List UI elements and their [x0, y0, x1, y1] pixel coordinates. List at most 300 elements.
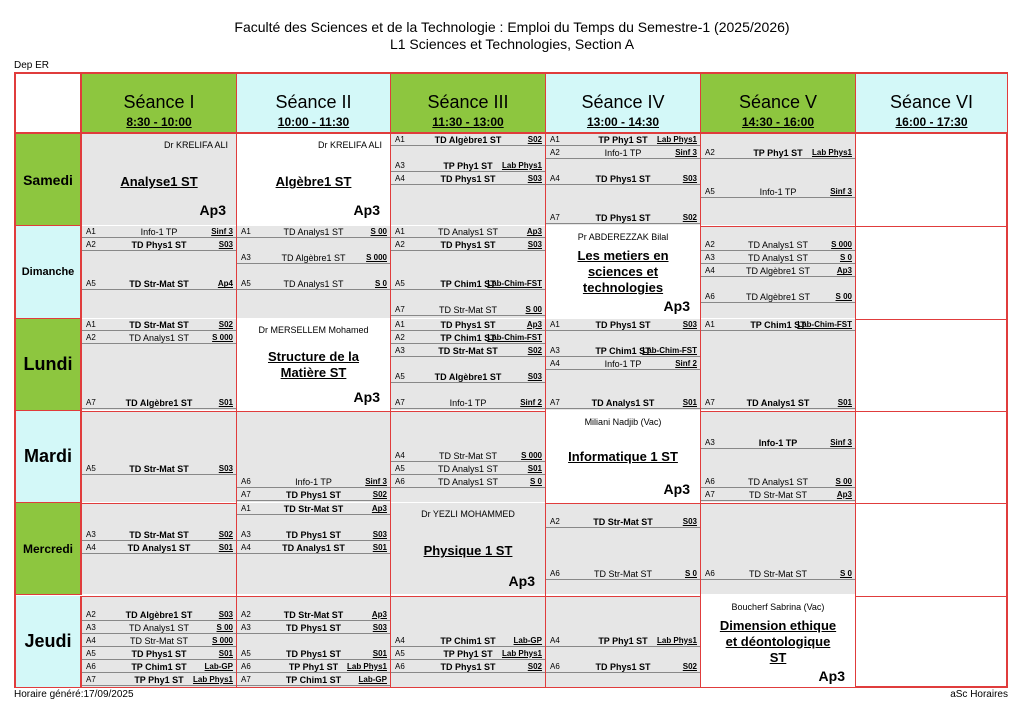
td-entry: [391, 371, 545, 383]
group-label: A5: [86, 463, 96, 473]
td-entry: [391, 661, 545, 673]
subject-label: TP Phy1 ST: [753, 148, 803, 158]
group-label: A3: [241, 530, 251, 540]
department-label: Dep ER: [14, 60, 50, 71]
room-label: Lab Phys1: [811, 148, 852, 157]
teacher-name: Dr KRELIFA ALI: [317, 140, 382, 150]
room-label: S 00: [835, 292, 852, 302]
td-entry: [391, 134, 545, 146]
day-label: Mardi: [16, 411, 82, 503]
lecture-subject: et déontologique: [725, 633, 831, 649]
group-label: A2: [550, 517, 560, 527]
td-entry: [237, 609, 390, 621]
subject-label: TD Analys1 ST: [747, 240, 809, 251]
td-entry: [701, 147, 855, 159]
group-label: A5: [395, 648, 405, 658]
teacher-name: Dr MERSELLEM Mohamed: [258, 324, 369, 335]
group-label: A2: [395, 240, 405, 250]
subject-label: TD Phys1 ST: [595, 319, 651, 330]
group-label: A4: [241, 543, 251, 553]
td-entry: [82, 661, 236, 673]
room-label: S 0: [529, 476, 542, 486]
group-label: A6: [395, 661, 405, 671]
room-label: S01: [837, 397, 852, 407]
group-label: A4: [550, 174, 560, 183]
room-label: S03: [527, 240, 542, 250]
td-entry: [82, 397, 236, 409]
subject-label: Info-1 TP: [604, 358, 642, 369]
td-entry: [237, 542, 390, 554]
subject-label: TD Phys1 ST: [440, 319, 496, 330]
room-label: Ap3: [836, 489, 852, 499]
td-entry: [546, 516, 700, 528]
session-header: [856, 74, 1008, 134]
lecture-subject: Algèbre1 ST: [275, 174, 352, 189]
teacher-name: Dr YEZLI MOHAMMED: [421, 509, 515, 520]
td-entry: [701, 437, 855, 449]
td-entry: [82, 542, 236, 554]
session-header: [701, 74, 856, 134]
timetable-grid: [14, 72, 1008, 688]
td-entry: [237, 489, 390, 501]
group-label: A5: [86, 279, 96, 289]
group-label: A3: [86, 530, 96, 540]
td-entry: [391, 304, 545, 316]
room-label: S01: [527, 463, 542, 473]
group-label: A5: [395, 463, 405, 473]
generated-date: Horaire généré:17/09/2025: [14, 689, 134, 700]
room-label: S02: [218, 319, 233, 329]
subject-label: Info-1 TP: [449, 397, 487, 408]
room-label: Sinf 3: [211, 227, 233, 237]
session-time: 10:00 - 11:30: [277, 115, 350, 129]
subject-label: TP Chim1 ST: [595, 345, 651, 356]
lecture-subject: Structure de la: [267, 348, 360, 364]
room-label: Ap3: [836, 266, 852, 276]
subject-label: TP Chim1 ST: [440, 279, 496, 290]
teacher-name: Pr ABDEREZZAK Bilal: [577, 232, 669, 243]
group-label: A2: [86, 240, 96, 250]
group-label: A7: [241, 489, 251, 499]
room-label: S 000: [212, 332, 233, 342]
subject-label: Info-1 TP: [604, 148, 642, 158]
lecture-room: Ap3: [663, 298, 690, 315]
group-label: A2: [705, 240, 715, 250]
group-label: A4: [550, 635, 560, 645]
room-label: Ap3: [526, 319, 542, 329]
td-entry: [546, 397, 700, 409]
room-label: Lab Phys1: [501, 648, 542, 658]
td-entry: [391, 635, 545, 647]
td-entry: [701, 319, 855, 331]
group-label: A1: [550, 135, 560, 144]
group-label: A7: [395, 305, 405, 315]
session-time: 13:00 - 14:30: [586, 115, 660, 129]
lecture-subject: technologies: [582, 280, 664, 296]
td-entry: [391, 160, 545, 172]
group-label: A7: [705, 397, 715, 407]
lecture-subject: Les metiers en: [577, 248, 669, 264]
td-entry: [82, 674, 236, 686]
room-label: S 000: [521, 450, 542, 460]
room-label: S03: [218, 609, 233, 619]
group-label: A3: [86, 622, 96, 632]
subject-label: TD Phys1 ST: [285, 648, 341, 659]
subject-label: TP Phy1 ST: [134, 674, 184, 685]
td-entry: [82, 332, 236, 344]
subject-label: TD Analys1 ST: [127, 543, 191, 554]
session-header: [82, 74, 237, 134]
td-entry: [701, 476, 855, 488]
td-entry: [546, 134, 700, 146]
td-entry: [391, 226, 545, 238]
subject-label: TD Algèbre1 ST: [281, 253, 346, 264]
group-label: A5: [395, 371, 405, 381]
room-label: S 00: [525, 305, 542, 315]
room-label: Sinf 3: [830, 437, 852, 447]
room-label: S01: [372, 648, 387, 658]
session-time: 14:30 - 16:00: [741, 115, 815, 129]
subject-label: TD Phys1 ST: [440, 661, 496, 672]
subject-label: TP Chim1 ST: [440, 332, 496, 343]
td-entry: [391, 463, 545, 475]
td-entry: [237, 529, 390, 541]
session-time: 16:00 - 17:30: [895, 115, 968, 129]
room-label: Ap3: [371, 504, 387, 514]
td-entry: [237, 252, 390, 264]
room-label: Lab-GP: [204, 661, 233, 671]
group-label: A4: [550, 358, 560, 368]
td-entry: [701, 265, 855, 277]
group-label: A2: [705, 148, 715, 157]
lecture-subject: Analyse1 ST: [120, 174, 198, 189]
session-block: [82, 411, 236, 502]
td-entry: [701, 186, 855, 198]
lecture-room: Ap3: [353, 388, 380, 405]
page-subtitle: L1 Sciences et Technologies, Section A: [389, 36, 635, 52]
subject-label: TD Str-Mat ST: [593, 517, 653, 528]
group-label: A5: [705, 187, 715, 196]
td-entry: [82, 278, 236, 290]
td-entry: [701, 568, 855, 580]
session-header: [237, 74, 391, 134]
group-label: A6: [705, 292, 715, 302]
td-entry: [701, 397, 855, 409]
lecture-room: Ap3: [663, 480, 690, 497]
day-label: Jeudi: [16, 596, 82, 688]
lecture-subject: Informatique 1 ST: [568, 448, 678, 464]
subject-label: TD Phys1 ST: [285, 530, 341, 541]
lecture-subject: ST: [769, 649, 787, 665]
subject-label: TD Str-Mat ST: [438, 345, 498, 356]
room-label: Ap3: [371, 609, 387, 619]
group-label: A4: [86, 635, 96, 645]
group-label: A6: [395, 476, 405, 486]
room-label: Lab Phys1: [192, 674, 233, 684]
group-label: A6: [705, 569, 715, 579]
group-label: A4: [705, 266, 715, 276]
subject-label: TD Str-Mat ST: [594, 569, 652, 580]
subject-label: TP Chim1 ST: [750, 319, 806, 330]
room-label: S 0: [839, 253, 852, 263]
room-label: Sinf 2: [520, 397, 542, 407]
room-label: Sinf 3: [365, 476, 387, 486]
room-label: S02: [527, 661, 542, 671]
td-entry: [82, 622, 236, 634]
td-entry: [82, 226, 236, 238]
subject-label: TD Str-Mat ST: [749, 569, 807, 580]
lecture-room: Ap3: [508, 573, 535, 590]
subject-label: TD Algèbre1 ST: [434, 135, 502, 145]
lecture-block: [82, 134, 236, 225]
room-label: Lab-Chim-FST: [487, 332, 542, 342]
group-label: A3: [241, 253, 251, 263]
room-label: S01: [682, 397, 697, 407]
room-label: S01: [218, 543, 233, 553]
group-label: A1: [395, 319, 405, 329]
subject-label: TD Algèbre1 ST: [125, 397, 193, 408]
room-label: Lab-GP: [358, 674, 387, 684]
session-block: [237, 226, 390, 317]
group-label: A3: [550, 345, 560, 355]
group-label: A7: [550, 397, 560, 407]
group-label: A1: [241, 504, 251, 514]
room-label: Ap4: [217, 279, 233, 289]
subject-label: TD Str-Mat ST: [129, 463, 189, 474]
room-label: S 000: [366, 253, 387, 263]
group-label: A2: [86, 332, 96, 342]
session-name: Séance IV: [581, 92, 665, 112]
td-entry: [237, 226, 390, 238]
td-entry: [546, 358, 700, 370]
subject-label: TD Analys1 ST: [282, 543, 345, 554]
room-label: S01: [218, 397, 233, 407]
group-label: A3: [241, 622, 251, 632]
room-label: Sinf 3: [830, 187, 852, 196]
room-label: S 0: [374, 279, 387, 289]
subject-label: Info-1 TP: [295, 476, 332, 487]
room-label: S03: [682, 517, 697, 527]
group-label: A6: [86, 661, 96, 671]
room-label: Lab-Chim-FST: [642, 345, 697, 355]
group-label: A7: [395, 397, 405, 407]
room-label: S03: [372, 530, 387, 540]
td-entry: [82, 648, 236, 660]
subject-label: TD Analys1 ST: [437, 227, 499, 238]
lecture-block: [237, 319, 390, 410]
corner-cell: [16, 74, 82, 134]
room-label: S03: [682, 174, 697, 183]
group-label: A3: [705, 253, 715, 263]
row-divider: [82, 596, 1006, 597]
subject-label: TP Phy1 ST: [598, 135, 648, 145]
row-divider: [82, 411, 1006, 412]
room-label: Lab-GP: [513, 635, 542, 645]
subject-label: TD Analys1 ST: [747, 253, 809, 264]
lecture-subject: sciences et: [587, 264, 659, 280]
td-entry: [82, 239, 236, 251]
room-label: Lab-Chim-FST: [487, 279, 542, 289]
group-label: A5: [241, 279, 251, 289]
group-label: A1: [86, 227, 96, 237]
subject-label: TD Phys1 ST: [440, 240, 496, 251]
room-label: Lab Phys1: [346, 661, 387, 671]
subject-label: Info-1 TP: [758, 437, 798, 448]
subject-label: Info-1 TP: [759, 187, 797, 197]
subject-label: TD Phys1 ST: [440, 174, 496, 184]
group-label: A2: [395, 332, 405, 342]
td-entry: [82, 609, 236, 621]
td-entry: [391, 648, 545, 660]
group-label: A3: [395, 345, 405, 355]
group-label: A4: [395, 174, 405, 183]
room-label: Lab Phys1: [656, 635, 697, 645]
subject-label: TP Phy1 ST: [443, 161, 493, 171]
room-label: S 0: [684, 569, 697, 579]
group-label: A1: [86, 319, 96, 329]
group-label: A1: [705, 319, 715, 329]
group-label: A3: [705, 437, 715, 447]
session-time: 8:30 - 10:00: [126, 115, 192, 129]
subject-label: TD Str-Mat ST: [749, 489, 807, 500]
group-label: A7: [86, 674, 96, 684]
group-label: A1: [395, 227, 405, 237]
subject-label: TD Str-Mat ST: [439, 450, 497, 461]
subject-label: TD Analys1 ST: [437, 476, 499, 487]
day-label: Dimanche: [16, 226, 82, 318]
subject-label: TD Phys1 ST: [131, 648, 187, 659]
subject-label: TP Chim1 ST: [285, 674, 342, 685]
subject-label: TD Str-Mat ST: [129, 530, 189, 541]
teacher-name: Miliani Nadjib (Vac): [584, 416, 662, 427]
subject-label: Info-1 TP: [140, 227, 178, 238]
subject-label: TD Phys1 ST: [595, 213, 651, 223]
td-entry: [82, 635, 236, 647]
lecture-room: Ap3: [199, 202, 226, 218]
group-label: A6: [550, 661, 560, 671]
td-entry: [237, 674, 390, 686]
room-label: S02: [372, 489, 387, 499]
td-entry: [237, 622, 390, 634]
room-label: S03: [218, 240, 233, 250]
session-name: Séance I: [123, 92, 195, 112]
room-label: S02: [682, 661, 697, 671]
group-label: A6: [241, 661, 251, 671]
subject-label: TP Phy1 ST: [598, 635, 648, 646]
subject-label: TD Algèbre1 ST: [745, 292, 811, 303]
teacher-name: Dr KRELIFA ALI: [163, 140, 228, 150]
td-entry: [391, 450, 545, 462]
subject-label: TD Phys1 ST: [285, 622, 341, 633]
room-label: S03: [372, 622, 387, 632]
session-name: Séance V: [738, 92, 818, 112]
room-label: S03: [527, 174, 542, 183]
td-entry: [391, 278, 545, 290]
subject-label: TD Analys1 ST: [283, 227, 344, 238]
td-entry: [391, 345, 545, 357]
room-label: S01: [218, 648, 233, 658]
group-label: A6: [705, 476, 715, 486]
td-entry: [391, 397, 545, 409]
room-label: S03: [682, 319, 697, 329]
group-label: A5: [241, 648, 251, 658]
footer-brand: aSc Horaires: [950, 689, 1008, 700]
group-label: A1: [550, 319, 560, 329]
td-entry: [546, 568, 700, 580]
day-label: Mercredi: [16, 503, 82, 595]
teacher-name: Boucherf Sabrina (Vac): [731, 601, 825, 612]
group-label: A2: [550, 148, 560, 157]
room-label: Lab Phys1: [656, 135, 697, 144]
room-label: Lab Phys1: [501, 161, 542, 170]
subject-label: TD Algèbre1 ST: [434, 371, 502, 382]
room-label: S02: [682, 213, 697, 222]
subject-label: TD Algèbre1 ST: [125, 609, 193, 620]
room-label: S 000: [831, 240, 852, 250]
td-entry: [237, 648, 390, 660]
subject-label: TD Analys1 ST: [128, 622, 190, 633]
room-label: S02: [218, 530, 233, 540]
subject-label: TP Chim1 ST: [440, 635, 496, 646]
group-label: A4: [395, 635, 405, 645]
subject-label: TD Str-Mat ST: [129, 279, 189, 290]
subject-label: TD Str-Mat ST: [130, 635, 188, 646]
td-entry: [546, 212, 700, 224]
session-name: Séance VI: [889, 92, 974, 112]
td-entry: [391, 319, 545, 331]
day-label: Samedi: [16, 134, 82, 226]
td-entry: [82, 529, 236, 541]
lecture-subject: Physique 1 ST: [423, 543, 513, 559]
td-entry: [237, 503, 390, 515]
group-label: A3: [395, 161, 405, 170]
room-label: Sinf 3: [675, 148, 697, 157]
group-label: A1: [241, 227, 251, 237]
lecture-block: [546, 411, 700, 502]
lecture-block: [391, 503, 545, 594]
td-entry: [237, 278, 390, 290]
room-label: Sinf 2: [675, 358, 697, 368]
subject-label: TP Chim1 ST: [131, 661, 187, 672]
lecture-subject: Matière ST: [280, 364, 347, 380]
td-entry: [701, 239, 855, 251]
subject-label: TP Phy1 ST: [443, 648, 493, 659]
session-block: [701, 503, 855, 594]
subject-label: TP Phy1 ST: [288, 661, 339, 672]
subject-label: TD Str-Mat ST: [283, 504, 344, 515]
subject-label: TD Str-Mat ST: [439, 305, 497, 316]
session-time: 11:30 - 13:00: [432, 115, 504, 129]
subject-label: TD Analys1 ST: [747, 476, 809, 487]
td-entry: [391, 173, 545, 185]
td-entry: [701, 489, 855, 501]
td-entry: [82, 463, 236, 475]
subject-label: TD Phys1 ST: [285, 489, 341, 500]
room-label: S 00: [835, 476, 852, 486]
td-entry: [546, 147, 700, 159]
group-label: A7: [241, 674, 251, 684]
subject-label: TD Phys1 ST: [595, 661, 651, 672]
group-label: A7: [550, 213, 560, 222]
room-label: S01: [372, 543, 387, 553]
td-entry: [391, 476, 545, 488]
subject-label: TD Analys1 ST: [591, 397, 655, 408]
group-label: A7: [705, 489, 715, 499]
group-label: A4: [395, 450, 405, 460]
room-label: S03: [527, 371, 542, 381]
group-label: A6: [241, 476, 251, 486]
session-name: Séance II: [275, 92, 352, 112]
